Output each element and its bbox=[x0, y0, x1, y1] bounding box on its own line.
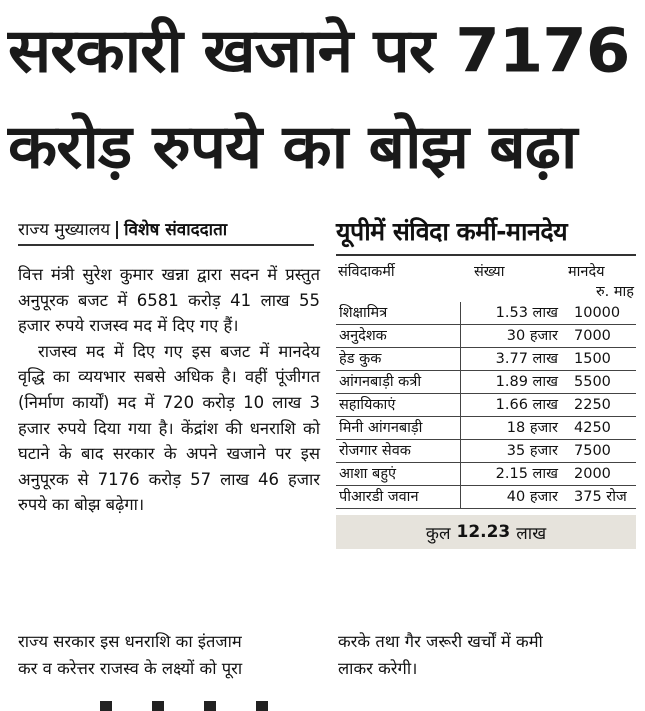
worker-count: 18 हजार bbox=[460, 417, 566, 440]
table-row bbox=[336, 348, 636, 371]
table-row bbox=[336, 371, 636, 394]
worker-name: हेड कुक bbox=[336, 348, 460, 371]
worker-pay: 2250 bbox=[566, 394, 636, 417]
continuation-left-1: राज्य सरकार इस धनराशि का इंतजाम bbox=[18, 632, 242, 651]
headline bbox=[8, 6, 640, 198]
article-body bbox=[18, 262, 320, 518]
header-pay-line-2: रु. माह bbox=[595, 284, 634, 300]
worker-count: 1.53 लाख bbox=[460, 302, 566, 325]
continuation-line-1 bbox=[18, 628, 638, 655]
worker-pay: 7500 bbox=[566, 440, 636, 463]
table-row bbox=[336, 486, 636, 509]
article-continuation bbox=[18, 628, 638, 682]
table-row bbox=[336, 325, 636, 348]
table-header-row bbox=[336, 262, 636, 302]
worker-name: सहायिकाएं bbox=[336, 394, 460, 417]
header-pay bbox=[566, 262, 636, 302]
clipped-glyph bbox=[204, 701, 216, 711]
byline-reporter: विशेष संवाददाता bbox=[124, 220, 228, 240]
article-paragraph-1: वित्त मंत्री सुरेश कुमार खन्ना द्वारा सदन में प्रस्तुत अनुपूरक बजट में 6581 करोड़ 41 लाख 55 हजार रुपये राजस्व मद में दिए गए हैं। bbox=[18, 265, 320, 336]
worker-count: 1.89 लाख bbox=[460, 371, 566, 394]
byline bbox=[18, 218, 328, 242]
header-pay-line-1: मानदेय bbox=[568, 264, 605, 280]
table-body bbox=[336, 302, 636, 509]
worker-name: शिक्षामित्र bbox=[336, 302, 460, 325]
table-row bbox=[336, 417, 636, 440]
worker-name: पीआरडी जवान bbox=[336, 486, 460, 509]
table-row bbox=[336, 394, 636, 417]
byline-location: राज्य मुख्यालय bbox=[18, 220, 111, 240]
worker-name: आशा बहुएं bbox=[336, 463, 460, 486]
total-unit: लाख bbox=[516, 523, 547, 544]
clipped-glyph bbox=[256, 701, 268, 711]
table-row bbox=[336, 302, 636, 325]
continuation-line-2 bbox=[18, 655, 638, 682]
worker-name: अनुदेशक bbox=[336, 325, 460, 348]
worker-count: 35 हजार bbox=[460, 440, 566, 463]
worker-pay: 1500 bbox=[566, 348, 636, 371]
worker-pay: 5500 bbox=[566, 371, 636, 394]
article-paragraph-2: राजस्व मद में दिए गए इस बजट में मानदेय वृद्धि का व्ययभार सबसे अधिक है। वहीं पूंजीगत (निर्माण कार्यों) मद में 720 करोड़ 10 लाख 3 हजार रुपये दिया गया है। केंद्रांश की धनराशि को घटाने के बाद सरकार के अपने खजाने पर इस अनुपूरक से 7176 करोड़ 57 लाख 46 हजार रुपये का बोझ बढ़ेगा। bbox=[18, 341, 320, 515]
worker-pay: 4250 bbox=[566, 417, 636, 440]
clipped-next-headline bbox=[100, 700, 320, 711]
sidebar-box bbox=[336, 212, 636, 549]
worker-count: 2.15 लाख bbox=[460, 463, 566, 486]
worker-count: 1.66 लाख bbox=[460, 394, 566, 417]
worker-name: मिनी आंगनबाड़ी bbox=[336, 417, 460, 440]
worker-pay: 10000 bbox=[566, 302, 636, 325]
worker-pay: 375 रोज bbox=[566, 486, 636, 509]
contract-workers-table bbox=[336, 262, 636, 509]
continuation-left-2: कर व करेत्तर राजस्व के लक्ष्यों को पूरा bbox=[18, 659, 243, 678]
continuation-right-2: लाकर करेगी। bbox=[338, 659, 418, 678]
clipped-glyph bbox=[100, 701, 112, 711]
worker-pay: 2000 bbox=[566, 463, 636, 486]
total-value: 12.23 bbox=[456, 522, 511, 542]
headline-line-2: करोड़ रुपये का बोझ बढ़ा bbox=[8, 112, 577, 183]
worker-name: रोजगार सेवक bbox=[336, 440, 460, 463]
total-band bbox=[336, 515, 636, 549]
sidebar-title: यूपीमें संविदा कर्मी-मानदेय bbox=[336, 212, 636, 256]
continuation-right-1: करके तथा गैर जरूरी खर्चों में कमी bbox=[338, 632, 543, 651]
byline-divider bbox=[116, 221, 118, 239]
header-worker: संविदाकर्मी bbox=[338, 264, 395, 280]
table-row bbox=[336, 440, 636, 463]
worker-name: आंगनबाड़ी कत्री bbox=[336, 371, 460, 394]
total-label: कुल bbox=[425, 523, 451, 544]
header-count: संख्या bbox=[474, 264, 505, 280]
worker-count: 40 हजार bbox=[460, 486, 566, 509]
worker-count: 3.77 लाख bbox=[460, 348, 566, 371]
headline-line-1: सरकारी खजाने पर 7176 bbox=[8, 16, 630, 87]
table-row bbox=[336, 463, 636, 486]
byline-underline bbox=[18, 244, 314, 246]
worker-count: 30 हजार bbox=[460, 325, 566, 348]
worker-pay: 7000 bbox=[566, 325, 636, 348]
clipped-glyph bbox=[152, 701, 164, 711]
